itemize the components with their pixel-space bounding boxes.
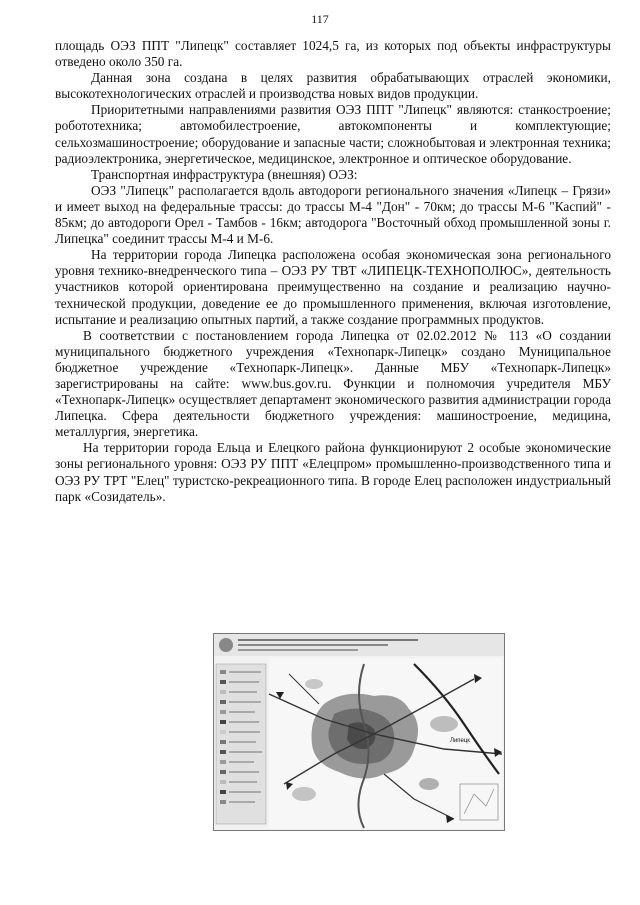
paragraph: На территории города Липецка расположена особая экономическая зона регионального уровня технико-внедренческого типа – ОЭЗ РУ ТВТ «ЛИПЕЦК-ТЕХНОПОЛЮС», деятельность участников которой ориентирована преимущественно на создание и реализацию научно-технической продукции, доведение ее до промышленного применения, включая изготовление, испытание и реализацию опытных партий, а также создание программных продуктов. [55,247,611,327]
paragraph: На территории города Ельца и Елецкого района функционируют 2 особые экономические зоны регионального уровня: ОЭЗ РУ ППТ «Елецпром» промышленно-производственного типа и ОЭЗ РУ ТРТ "Елец" туристско-рекреационного типа. В городе Елец расположен индустриальный парк «Созидатель». [55,440,611,504]
map-image [214,634,504,830]
paragraph: В соответствии с постановлением города Липецка от 02.02.2012 № 113 «О создании муниципального бюджетного учреждения «Технопарк-Липецк» создано Муниципальное бюджетное учреждение «Технопарк-Липецк». Данные МБУ «Технопарк-Липецк» зарегистрированы на сайте: www.bus.gov.ru. Функции и полномочия учредителя МБУ «Технопарк-Липецк» осуществляет департамент экономического развития администрации города Липецка. Сфера деятельности бюджетного учреждения: машиностроение, медицина, металлургия, энергетика. [55,327,611,440]
document-body [55,38,611,505]
paragraph: площадь ОЭЗ ППТ "Липецк" составляет 1024,5 га, из которых под объекты инфраструктуры отведено около 350 га. [55,38,611,70]
paragraph: ОЭЗ "Липецк" располагается вдоль автодороги регионального значения «Липецк – Грязи» и имеет выход на федеральные трассы: до трассы М-4 "Дон" - 70км; до трассы М-6 "Каспий" - 85км; до автодороги Орел - Тамбов - 16км; автодорога "Восточный обход промышленной зоны г. Липецка" соединит трассы М-4 и М-6. [55,182,611,247]
coat-of-arms-icon [219,638,233,652]
region-map-figure [213,633,505,831]
paragraph: Транспортная инфраструктура (внешняя) ОЭЗ: [91,166,358,182]
map-city-label: Липецк [450,738,470,744]
paragraph: Приоритетными направлениями развития ОЭЗ ППТ "Липецк" являются: станкостроение; робототехника; автомобилестроение, автокомпоненты и комплектующие; сельхозмашиностроение; оборудование и запасные части; сложнобытовая и электронная техника; радиоэлектроника, энергетическое, медицинское, электронное и оптическое оборудование. [55,102,611,166]
page-number: 117 [311,12,329,26]
paragraph: Данная зона создана в целях развития обрабатывающих отраслей экономики, высокотехнологических отраслей и производства новых видов продукции. [55,70,611,102]
